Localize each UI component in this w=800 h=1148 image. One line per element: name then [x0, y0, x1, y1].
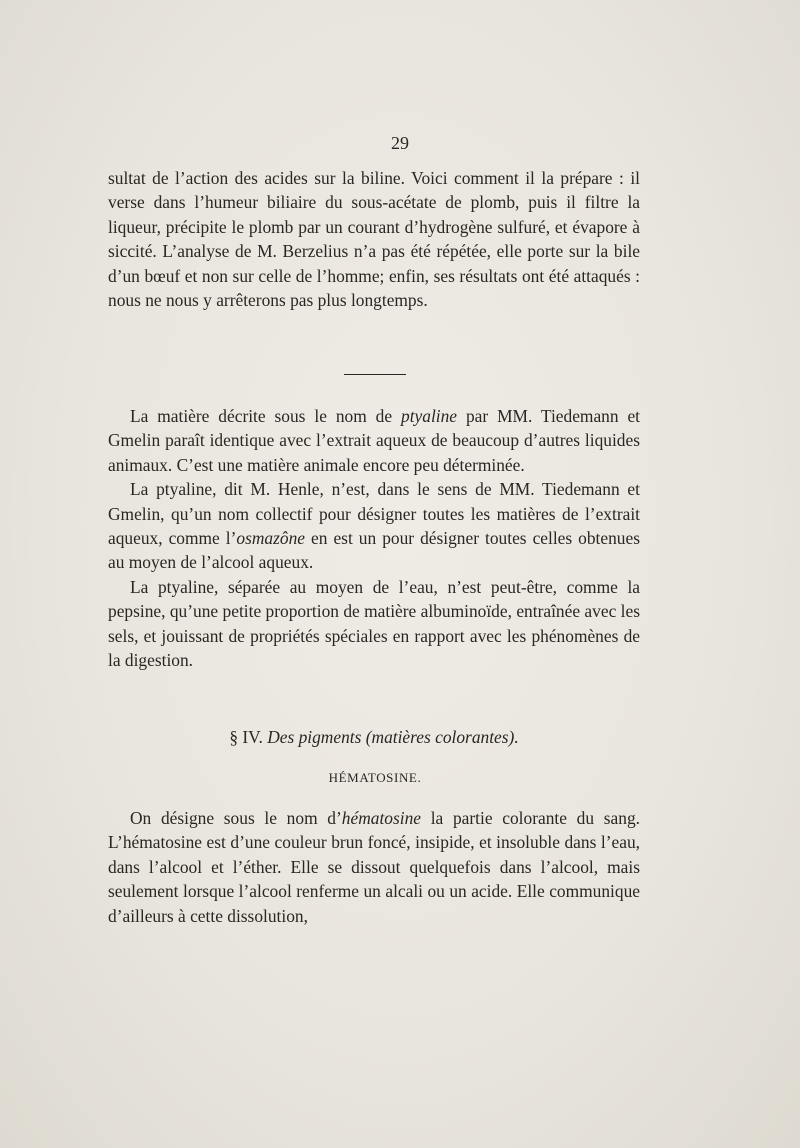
paragraph-ptyaline-2: La ptyaline, dit M. Henle, n’est, dans le sens de MM. Tiedemann et Gmelin, qu’un nom collectif pour désigner toutes les matières de l’extrait aqueux, comme l’osmazône en est un pour désigner toutes celles obtenues au moyen de l’alcool aqueux. [108, 479, 640, 573]
text-block-top [108, 166, 640, 312]
text-block-hematosine [108, 806, 640, 928]
section-divider [344, 374, 406, 375]
paragraph-biline: sultat de l’action des acides sur la biline. Voici comment il la prépare : il verse dans l’humeur biliaire du sous-acétate de plomb, puis il filtre la liqueur, précipite le plomb par un courant d’hydrogène sulfuré, et évapore à siccité. L’analyse de M. Berzelius n’a pas été répétée, elle porte sur la bile d’un bœuf et non sur celle de l’homme; enfin, ses résultats ont été attaqués : nous ne nous y arrêterons pas plus longtemps. [108, 168, 640, 311]
paragraph-ptyaline-3: La ptyaline, séparée au moyen de l’eau, n’est peut-être, comme la pepsine, qu’une petite proportion de matière albuminoïde, entraînée avec les sels, et jouissant de propriétés spéciales en rapport avec les phénomènes de la digestion. [108, 576, 640, 671]
sub-heading: HÉMATOSINE. [328, 770, 422, 785]
paragraph-ptyaline-1: La matière décrite sous le nom de ptyaline par MM. Tiedemann et Gmelin paraît identique avec l’extrait aqueux de beaucoup d’autres liquides animaux. C’est une matière animale encore peu déterminée. [108, 406, 641, 475]
section-heading: § IV. Des pigments (matières colorantes). [229, 727, 519, 747]
text-block-ptyaline [108, 404, 640, 672]
page-number: 29 [391, 133, 409, 153]
paragraph-hematosine: On désigne sous le nom d’hématosine la partie colorante du sang. L’hématosine est d’une couleur brun foncé, insipide, et insoluble dans l’eau, dans l’alcool et l’éther. Elle se dissout quelquefois dans l’alcool, mais seulement lorsque l’alcool renferme un alcali ou un acide. Elle communique d’ailleurs à cette dissolution, [108, 808, 640, 926]
